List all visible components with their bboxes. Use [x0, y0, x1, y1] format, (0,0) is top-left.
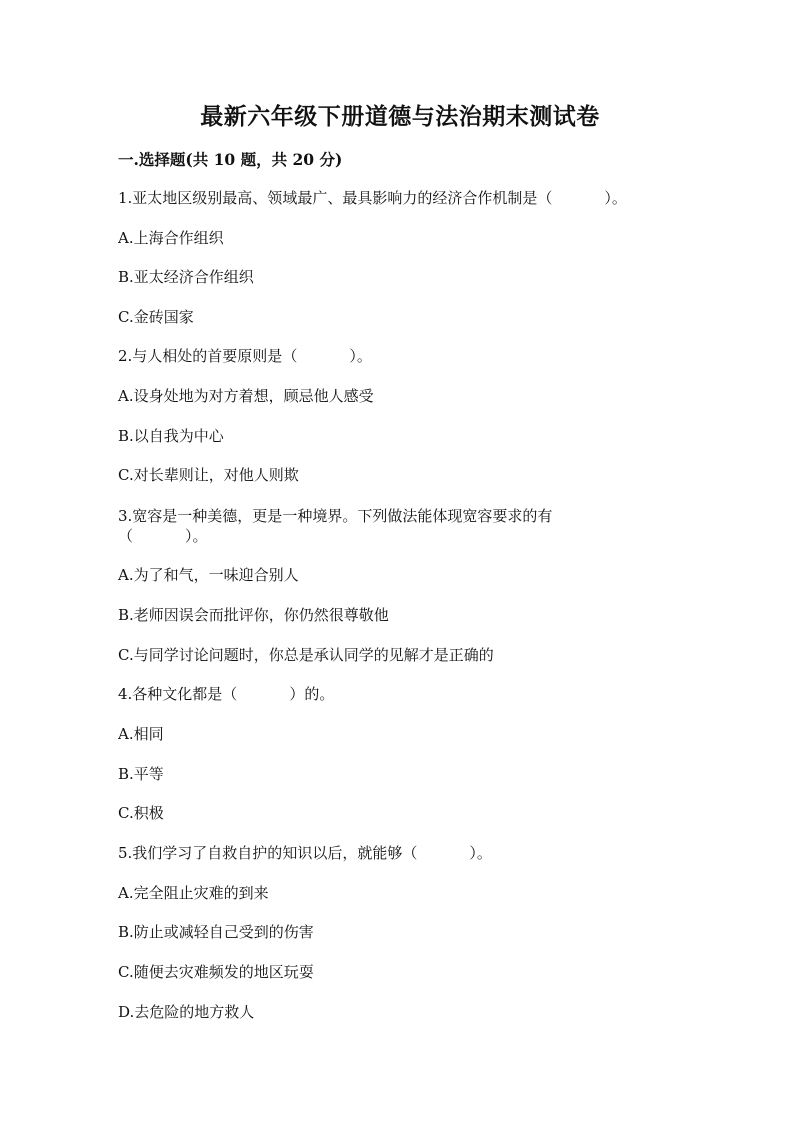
question-2-option-c: C.对长辈则让，对他人则欺	[118, 466, 299, 484]
question-3-option-a: A.为了和气，一味迎合别人	[118, 566, 299, 584]
exam-title: 最新六年级下册道德与法治期末测试卷	[200, 103, 600, 130]
question-1-option-a: A.上海合作组织	[118, 229, 224, 247]
question-3-option-c: C.与同学讨论问题时，你总是承认同学的见解才是正确的	[118, 646, 494, 664]
question-4-stem: 4.各种文化都是（ ）的。	[118, 685, 335, 703]
question-5-option-a: A.完全阻止灾难的到来	[118, 884, 269, 902]
question-1-stem: 1.亚太地区级别最高、领域最广、最具影响力的经济合作机制是（ ）。	[118, 189, 627, 207]
question-5-option-d: D.去危险的地方救人	[118, 1003, 255, 1021]
question-3-stem-line-2: （ ）。	[118, 527, 208, 545]
question-4-option-b: B.平等	[118, 765, 164, 783]
question-1-option-b: B.亚太经济合作组织	[118, 268, 254, 286]
question-1-option-c: C.金砖国家	[118, 308, 194, 326]
section-heading: 一.选择题(共 10 题，共 20 分)	[118, 150, 343, 169]
question-5-option-c: C.随便去灾难频发的地区玩耍	[118, 963, 314, 981]
question-4-option-c: C.积极	[118, 804, 164, 822]
question-3-option-b: B.老师因误会而批评你，你仍然很尊敬他	[118, 606, 389, 624]
question-2-option-b: B.以自我为中心	[118, 427, 224, 445]
question-3-stem-line-1: 3.宽容是一种美德，更是一种境界。下列做法能体现宽容要求的有	[118, 507, 553, 525]
question-2-option-a: A.设身处地为对方着想，顾忌他人感受	[118, 387, 374, 405]
question-2-stem: 2.与人相处的首要原则是（ ）。	[118, 347, 372, 365]
question-4-option-a: A.相同	[118, 725, 164, 743]
question-5-stem: 5.我们学习了自救自护的知识以后，就能够（ ）。	[118, 844, 492, 862]
question-5-option-b: B.防止或减轻自己受到的伤害	[118, 923, 314, 941]
